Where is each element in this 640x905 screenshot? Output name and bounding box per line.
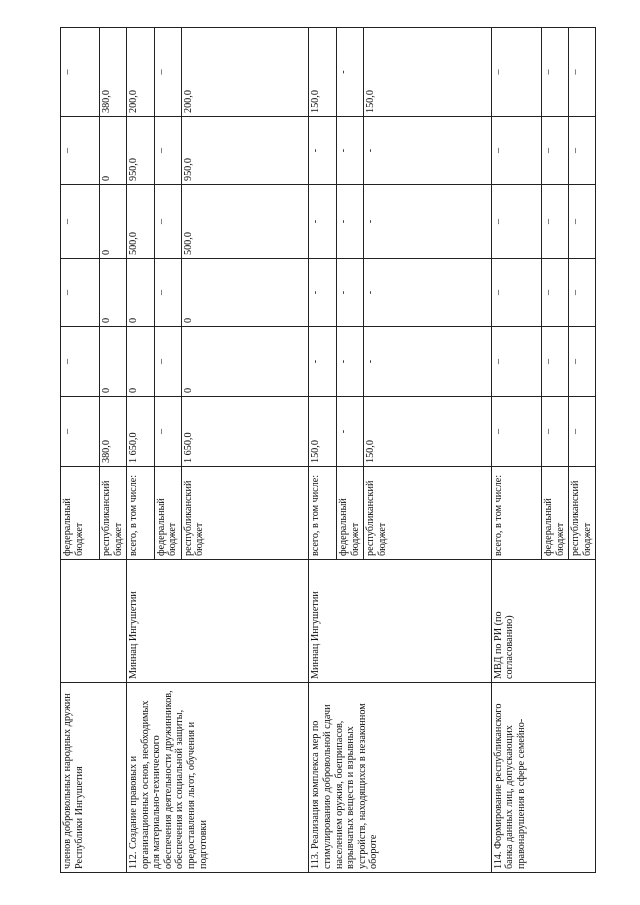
year-value-cell: –	[568, 259, 595, 327]
executor-cell	[61, 560, 127, 683]
total-value-cell: –	[61, 397, 100, 467]
total-value-cell: 380,0	[100, 397, 127, 467]
year-value-cell: –	[491, 185, 541, 259]
year-value-cell: 500,0	[127, 185, 155, 259]
funding-source-cell: федеральный бюджет	[61, 467, 100, 560]
year-value-cell: -	[337, 117, 364, 185]
year-value-cell: 0	[100, 117, 127, 185]
year-value-cell: –	[542, 117, 569, 185]
year-value-cell: –	[568, 327, 595, 397]
table-row	[61, 28, 100, 873]
year-value-cell: -	[309, 185, 337, 259]
year-value-cell: -	[364, 259, 492, 327]
funding-source-cell: всего, в том числе:	[127, 467, 155, 560]
year-value-cell: 950,0	[127, 117, 155, 185]
funding-source-cell: федеральный бюджет	[337, 467, 364, 560]
year-value-cell: –	[491, 259, 541, 327]
year-value-cell: 0	[127, 327, 155, 397]
total-value-cell: 150,0	[309, 397, 337, 467]
year-value-cell: –	[61, 117, 100, 185]
year-value-cell: -	[309, 327, 337, 397]
rotated-content	[60, 28, 596, 873]
total-value-cell: –	[542, 397, 569, 467]
year-value-cell: –	[154, 28, 181, 117]
total-value-cell: 1 650,0	[181, 397, 309, 467]
year-value-cell: –	[154, 327, 181, 397]
year-value-cell: –	[568, 185, 595, 259]
total-value-cell: –	[568, 397, 595, 467]
year-value-cell: -	[309, 117, 337, 185]
year-value-cell: 0	[100, 259, 127, 327]
year-value-cell: -	[337, 185, 364, 259]
year-value-cell: 0	[100, 327, 127, 397]
year-value-cell: 0	[181, 259, 309, 327]
funding-source-cell: федеральный бюджет	[542, 467, 569, 560]
table-row	[127, 28, 155, 873]
year-value-cell: 200,0	[127, 28, 155, 117]
funding-source-cell: республиканский бюджет	[181, 467, 309, 560]
funding-source-cell: всего, в том числе:	[491, 467, 541, 560]
year-value-cell: 150,0	[364, 28, 492, 117]
executor-cell: Миннац Ингушетии	[127, 560, 309, 683]
total-value-cell: 150,0	[364, 397, 492, 467]
measure-cell: 114. Формирование республиканского банка данных лиц, допускающих правонарушения в сфере семейно-	[491, 683, 595, 873]
year-value-cell: -	[364, 185, 492, 259]
rotated-page	[60, 28, 596, 873]
year-value-cell: -	[337, 327, 364, 397]
year-value-cell: –	[154, 185, 181, 259]
year-value-cell: -	[364, 117, 492, 185]
year-value-cell: 0	[100, 185, 127, 259]
year-value-cell: –	[568, 117, 595, 185]
total-value-cell: –	[491, 397, 541, 467]
year-value-cell: –	[542, 28, 569, 117]
total-value-cell: 1 650,0	[127, 397, 155, 467]
year-value-cell: 500,0	[181, 185, 309, 259]
funding-source-cell: всего, в том числе:	[309, 467, 337, 560]
year-value-cell: -	[309, 259, 337, 327]
funding-source-cell: республиканский бюджет	[364, 467, 492, 560]
total-value-cell: –	[154, 397, 181, 467]
year-value-cell: -	[364, 327, 492, 397]
measure-cell: 112. Создание правовых и организационных основ, необходимых для материально-технического обеспечения деятельности дружинников, обеспечения их социальной защиты, предоставления льгот, обучения и подготовки	[127, 683, 309, 873]
year-value-cell: 950,0	[181, 117, 309, 185]
table-row	[491, 28, 541, 873]
year-value-cell: -	[337, 259, 364, 327]
table-row	[309, 28, 337, 873]
year-value-cell: 380,0	[100, 28, 127, 117]
year-value-cell: –	[491, 117, 541, 185]
year-value-cell: –	[154, 259, 181, 327]
year-value-cell: 200,0	[181, 28, 309, 117]
year-value-cell: –	[61, 185, 100, 259]
funding-source-cell: республиканский бюджет	[100, 467, 127, 560]
year-value-cell: –	[154, 117, 181, 185]
year-value-cell: –	[542, 185, 569, 259]
executor-cell: МВД по РИ (по согласованию)	[491, 560, 595, 683]
year-value-cell: –	[491, 28, 541, 117]
year-value-cell: –	[491, 327, 541, 397]
total-value-cell: -	[337, 397, 364, 467]
year-value-cell: 0	[127, 259, 155, 327]
program-table	[60, 27, 596, 873]
year-value-cell: –	[542, 259, 569, 327]
year-value-cell: –	[568, 28, 595, 117]
year-value-cell: –	[61, 327, 100, 397]
funding-source-cell: республиканский бюджет	[568, 467, 595, 560]
year-value-cell: 150,0	[309, 28, 337, 117]
year-value-cell: –	[542, 327, 569, 397]
funding-source-cell: федеральный бюджет	[154, 467, 181, 560]
executor-cell: Миннац Ингушетии	[309, 560, 491, 683]
year-value-cell: –	[61, 28, 100, 117]
year-value-cell: 0	[181, 327, 309, 397]
measure-cell: членов добровольных народных дружин Республики Ингушетия	[61, 683, 127, 873]
measure-cell: 113. Реализация комплекса мер по стимулированию добровольной сдачи населением оружия, боеприпасов, взрывчатых веществ и взрывных устройств, находящихся в незаконном обороте	[309, 683, 491, 873]
year-value-cell: -	[337, 28, 364, 117]
year-value-cell: –	[61, 259, 100, 327]
